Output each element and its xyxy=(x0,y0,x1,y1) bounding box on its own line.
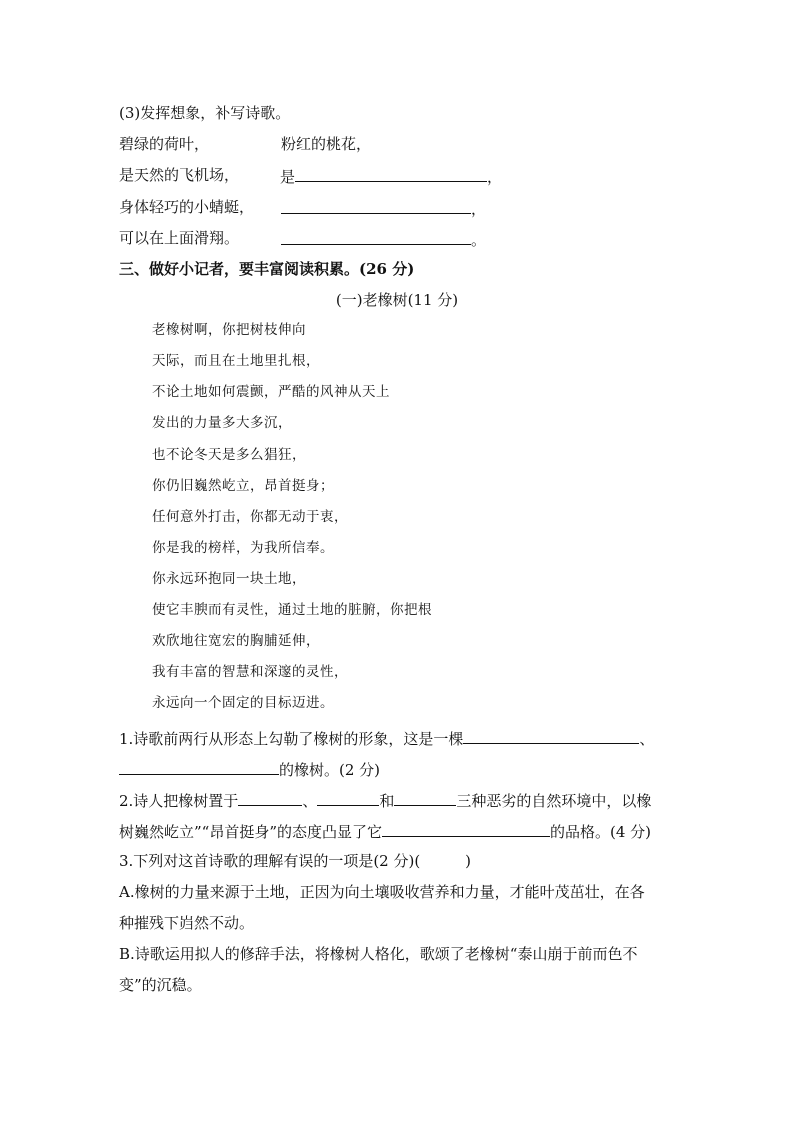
q2-blank-3[interactable] xyxy=(394,789,456,806)
section-heading: 三、做好小记者，要丰富阅读积累。(26 分) xyxy=(119,260,415,278)
poem-line: 你是我的榜样，为我所信奉。 xyxy=(152,540,334,556)
question-1-line-2 xyxy=(119,758,380,780)
poem-right-line-4 xyxy=(281,228,486,250)
poem-left-line-1: 碧绿的荷叶， xyxy=(119,135,210,153)
q2-and: 和 xyxy=(379,792,395,810)
question-2-line-1 xyxy=(119,789,651,811)
q1-blank-2[interactable] xyxy=(119,758,279,775)
poem-left-line-4: 可以在上面滑翔。 xyxy=(119,229,240,247)
q1-sep: 、 xyxy=(639,730,655,748)
option-b-line-2: 变”的沉稳。 xyxy=(119,976,202,994)
q1-text-a: 1.诗歌前两行从形态上勾勒了橡树的形象，这是一棵 xyxy=(119,730,464,748)
q2-text-a: 2.诗人把橡树置于 xyxy=(119,792,239,810)
poem-line: 你永远环抱同一块土地， xyxy=(152,571,306,587)
answer-blank-2[interactable] xyxy=(281,197,471,214)
poem-line: 我有丰富的智慧和深邃的灵性， xyxy=(152,664,348,680)
poem-line: 使它丰腴而有灵性，通过土地的脏腑，你把根 xyxy=(152,602,432,618)
question-2-line-2 xyxy=(119,820,651,842)
option-a-line-2: 种摧残下岿然不动。 xyxy=(119,914,255,932)
q2-text-c: 树巍然屹立”“昂首挺身”的态度凸显了它 xyxy=(119,823,383,841)
poem-line: 你仍旧巍然屹立，昂首挺身； xyxy=(152,478,334,494)
poem-right-line-1: 粉红的桃花， xyxy=(281,135,372,153)
poem-line: 永远向一个固定的目标迈进。 xyxy=(152,695,334,711)
poem-right-line-3 xyxy=(281,197,486,219)
question-3-stem: 3.下列对这首诗歌的理解有误的一项是(2 分)( ) xyxy=(119,852,472,870)
q2-text-d: 的品格。(4 分) xyxy=(550,823,652,841)
poem-right-line-2 xyxy=(280,165,502,187)
q2-blank-1[interactable] xyxy=(238,789,302,806)
poem-line: 也不论冬天是多么猖狂， xyxy=(152,447,306,463)
poem-line: 老橡树啊，你把树枝伸向 xyxy=(152,322,306,338)
poem-line: 欢欣地往宽宏的胸脯延伸， xyxy=(152,633,320,649)
right-line-2-label: 是 xyxy=(280,168,296,186)
q1-text-b: 的橡树。(2 分) xyxy=(279,761,381,779)
period-1: 。 xyxy=(471,231,487,249)
poem-line: 天际，而且在土地里扎根， xyxy=(152,353,320,369)
reading-subheading: (一)老橡树(11 分) xyxy=(335,291,459,309)
q2-text-b: 三种恶劣的自然环境中，以橡 xyxy=(456,792,652,810)
comma-2: ， xyxy=(471,200,487,218)
q3-title: (3)发挥想象，补写诗歌。 xyxy=(119,104,291,122)
comma-1: ， xyxy=(487,168,503,186)
q2-sep: 、 xyxy=(302,792,318,810)
option-b-line-1: B.诗歌运用拟人的修辞手法，将橡树人格化，歌颂了老橡树“泰山崩于前而色不 xyxy=(119,945,638,963)
poem-line: 任何意外打击，你都无动于衷， xyxy=(152,509,348,525)
poem-line: 发出的力量多大多沉， xyxy=(152,415,292,431)
option-a-line-1: A.橡树的力量来源于土地，正因为向土壤吸收营养和力量，才能叶茂茁壮，在各 xyxy=(119,883,645,901)
answer-blank-1[interactable] xyxy=(295,165,487,182)
poem-left-line-2: 是天然的飞机场， xyxy=(119,166,240,184)
poem-left-line-3: 身体轻巧的小蜻蜓， xyxy=(119,198,255,216)
answer-blank-3[interactable] xyxy=(281,228,471,245)
poem-line: 不论土地如何震颤，严酷的风神从天上 xyxy=(152,384,390,400)
question-1-line-1 xyxy=(119,727,654,749)
q2-blank-4[interactable] xyxy=(382,820,550,837)
q1-blank-1[interactable] xyxy=(463,727,639,744)
q2-blank-2[interactable] xyxy=(317,789,379,806)
